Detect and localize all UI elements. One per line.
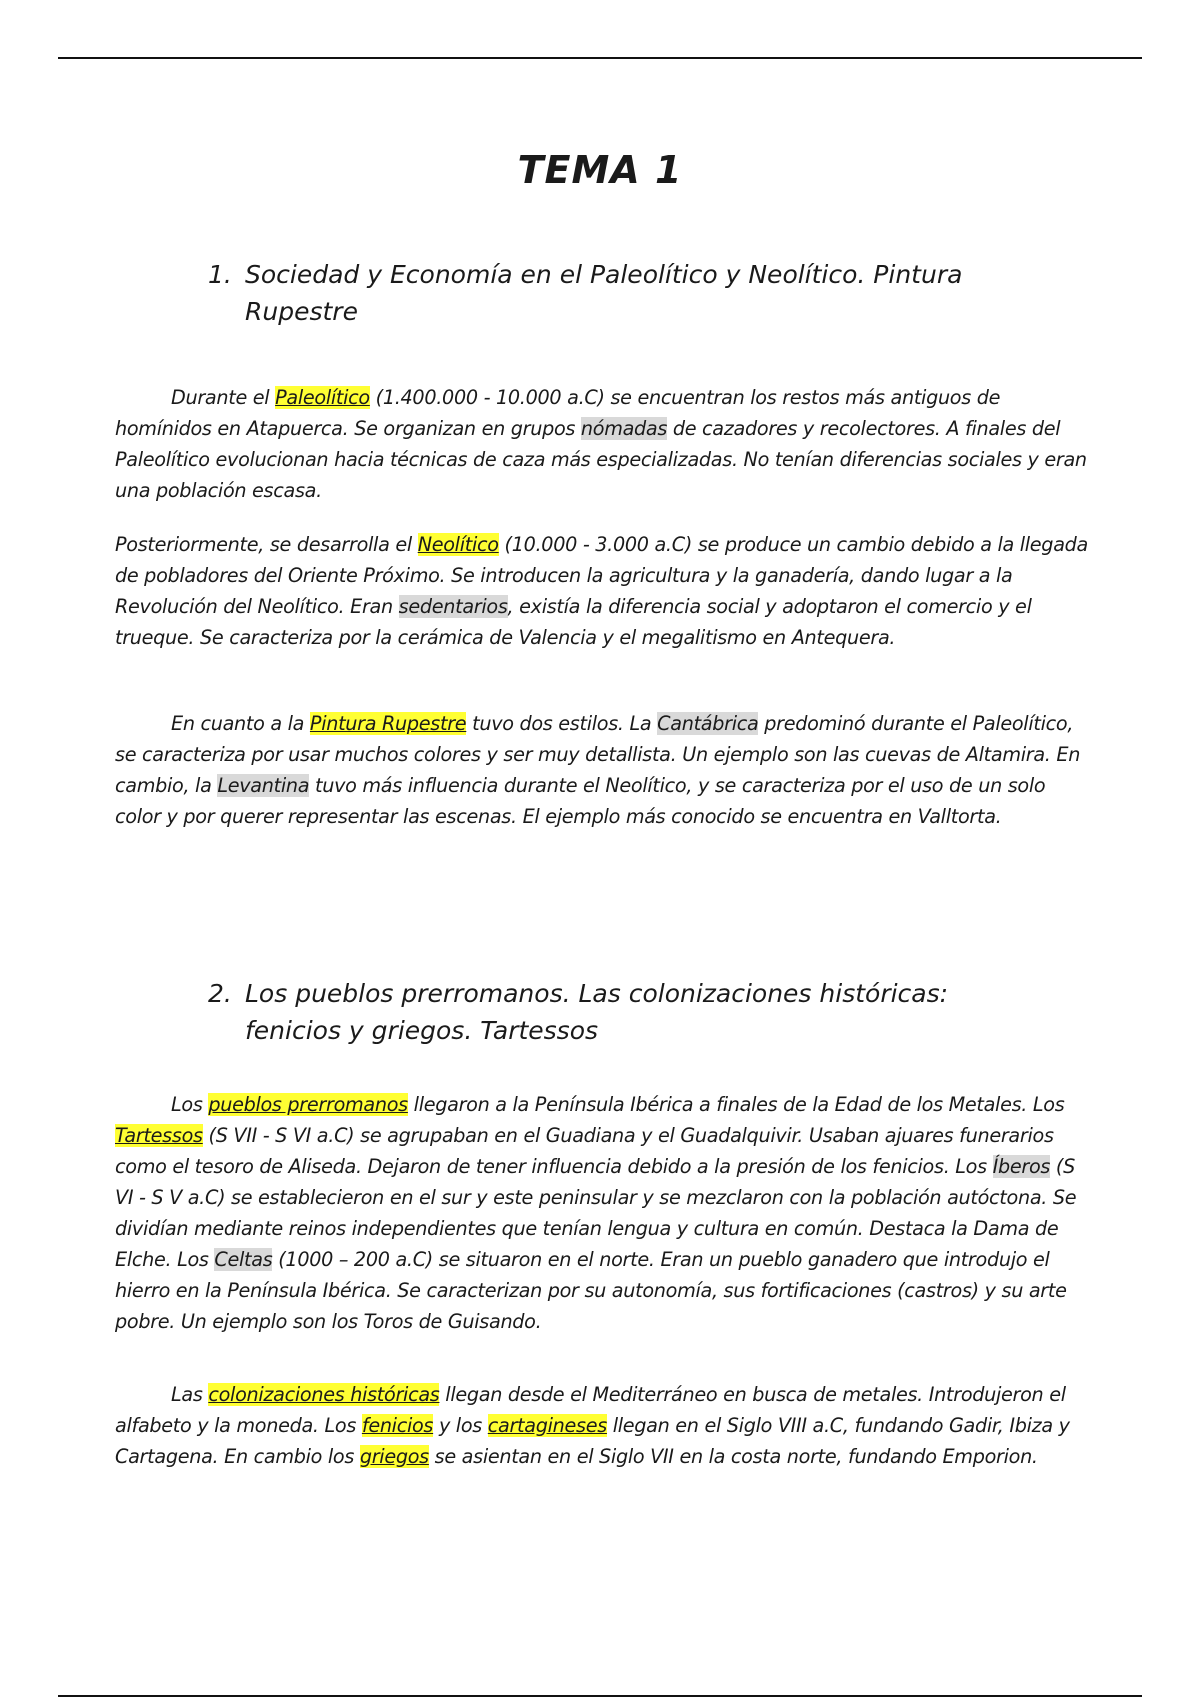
text-run: tuvo dos estilos. La bbox=[466, 712, 658, 735]
highlight-celtas: Celtas bbox=[214, 1248, 273, 1271]
text-run: de cazadores y recolectores. A finales del Paleolítico evolucionan hacia técnicas de caza más especializadas. No tenían diferencias sociales y eran una población escasa. bbox=[115, 417, 1087, 502]
highlight-paleolitico: Paleolítico bbox=[275, 386, 370, 409]
top-rule bbox=[58, 57, 1142, 59]
text-run: (1000 – 200 a.C) se situaron en el norte. Eran un pueblo ganadero que introdujo el hierro en la Península Ibérica. Se caracterizan por su autonomía, sus fortificaciones (castros) y su arte pobre. Un ejemplo son los Toros de Guisando. bbox=[115, 1248, 1067, 1333]
text-run: llegan desde el Mediterráneo en busca de metales. Introdujeron el alfabeto y la moneda. Los bbox=[115, 1383, 1066, 1437]
text-run: , existía la diferencia social y adoptaron el comercio y el trueque. Se caracteriza por la cerámica de Valencia y el megalitismo en Antequera. bbox=[115, 595, 1032, 649]
bottom-rule bbox=[58, 1695, 1142, 1697]
text-run: Las bbox=[171, 1383, 209, 1406]
highlight-neolitico: Neolítico bbox=[417, 533, 499, 556]
text-run: llegan en el Siglo VIII a.C, fundando Gadir, Ibiza y Cartagena. En cambio los bbox=[115, 1414, 1070, 1468]
page-title: TEMA 1 bbox=[517, 148, 683, 192]
paragraph-colonizaciones bbox=[115, 1379, 1091, 1472]
text-run: y los bbox=[433, 1414, 488, 1437]
highlight-levantina: Levantina bbox=[217, 774, 310, 797]
text-run: se asientan en el Siglo VII en la costa norte, fundando Emporion. bbox=[428, 1445, 1038, 1468]
paragraph-pueblos-prerromanos bbox=[115, 1089, 1091, 1337]
highlight-colonizaciones-historicas: colonizaciones históricas bbox=[208, 1383, 440, 1406]
highlight-griegos: griegos bbox=[359, 1445, 429, 1468]
highlight-cartagineses: cartagineses bbox=[487, 1414, 607, 1437]
section-2-number: 2. bbox=[208, 979, 232, 1008]
text-run: (1.400.000 - 10.000 a.C) se encuentran los restos más antiguos de homínidos en Atapuerca. Se organizan en grupos bbox=[115, 386, 1001, 440]
text-run: predominó durante el Paleolítico, se caracteriza por usar muchos colores y ser muy detallista. Un ejemplo son las cuevas de Altamira. En cambio, la bbox=[115, 712, 1081, 797]
highlight-cantabrica: Cantábrica bbox=[657, 712, 759, 735]
paragraph-pintura-rupestre bbox=[115, 708, 1091, 832]
section-1-number: 1. bbox=[208, 260, 232, 289]
section-2-heading bbox=[208, 975, 1048, 1049]
paragraph-paleolitico bbox=[115, 382, 1091, 506]
text-run: tuvo más influencia durante el Neolítico, y se caracteriza por el uso de un solo color y por querer representar las escenas. El ejemplo más conocido se encuentra en Valltorta. bbox=[115, 774, 1046, 828]
text-run: Durante el bbox=[171, 386, 276, 409]
section-1-title: Sociedad y Economía en el Paleolítico y Neolítico. Pintura Rupestre bbox=[245, 260, 963, 326]
text-run: Posteriormente, se desarrolla el bbox=[115, 533, 418, 556]
highlight-tartessos: Tartessos bbox=[115, 1124, 203, 1147]
text-run: (S VII - S VI a.C) se agrupaban en el Guadiana y el Guadalquivir. Usaban ajuares funerarios como el tesoro de Aliseda. Dejaron de tener influencia debido a la presión de los fenicios. Los bbox=[115, 1124, 1054, 1178]
text-run: (10.000 - 3.000 a.C) se produce un cambio debido a la llegada de pobladores del Oriente Próximo. Se introducen la agricultura y la ganadería, dando lugar a la Revolución del Neolítico. Eran bbox=[115, 533, 1088, 618]
highlight-fenicios: fenicios bbox=[361, 1414, 434, 1437]
text-run: En cuanto a la bbox=[171, 712, 310, 735]
text-run: llegaron a la Península Ibérica a finales de la Edad de los Metales. Los bbox=[407, 1093, 1065, 1116]
text-run: (S VI - S V a.C) se establecieron en el sur y este peninsular y se mezclaron con la población autóctona. Se dividían mediante reinos independientes que tenían lengua y cultura en común. Destaca la Dama de Elche. Los bbox=[115, 1155, 1077, 1271]
highlight-sedentarios: sedentarios bbox=[398, 595, 508, 618]
highlight-iberos: Íberos bbox=[992, 1155, 1051, 1178]
highlight-nomadas: nómadas bbox=[580, 417, 668, 440]
section-2-title: Los pueblos prerromanos. Las colonizaciones históricas: fenicios y griegos. Tartessos bbox=[245, 979, 949, 1045]
highlight-pintura-rupestre: Pintura Rupestre bbox=[309, 712, 467, 735]
paragraph-neolitico bbox=[115, 529, 1091, 653]
text-run: Los bbox=[171, 1093, 209, 1116]
section-1-heading bbox=[208, 256, 1048, 330]
highlight-pueblos-prerromanos: pueblos prerromanos bbox=[208, 1093, 408, 1116]
